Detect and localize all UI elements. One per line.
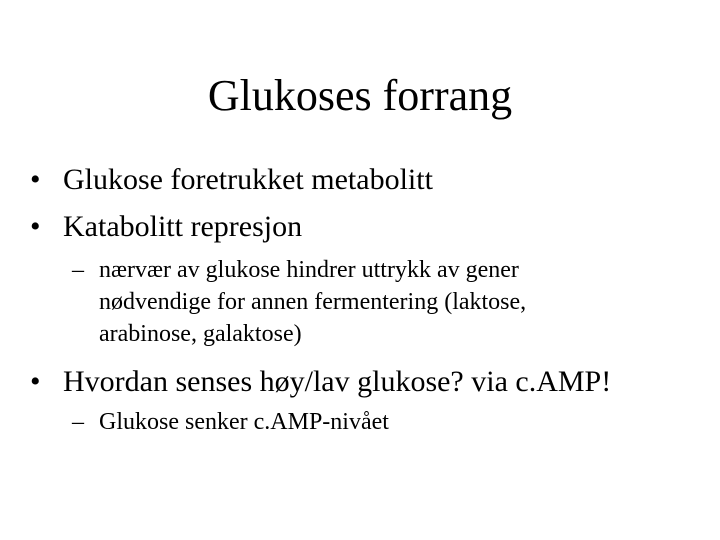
sub-bullet-line: nødvendige for annen fermentering (laktose,	[99, 289, 527, 315]
bullet-mark: •	[30, 210, 41, 243]
sub-bullet-text	[99, 254, 659, 350]
bullet-text: Glukose foretrukket metabolitt	[63, 163, 433, 196]
bullet-mark: •	[30, 365, 41, 398]
bullet-text: Katabolitt represjon	[63, 210, 303, 243]
sub-bullet-line: Glukose senker c.AMP-nivået	[99, 409, 389, 435]
bullet-text: Hvordan senses høy/lav glukose? via c.AMP!	[63, 365, 612, 398]
sub-bullet-line: nærvær av glukose hindrer uttrykk av gener	[99, 257, 519, 283]
bullet-mark: •	[30, 163, 41, 196]
sub-bullet-mark: –	[72, 257, 84, 283]
sub-bullet-line: arabinose, galaktose)	[99, 321, 302, 347]
sub-bullet-text	[99, 406, 659, 438]
sub-bullet-mark: –	[72, 409, 84, 435]
slide-title: Glukoses forrang	[207, 71, 513, 120]
